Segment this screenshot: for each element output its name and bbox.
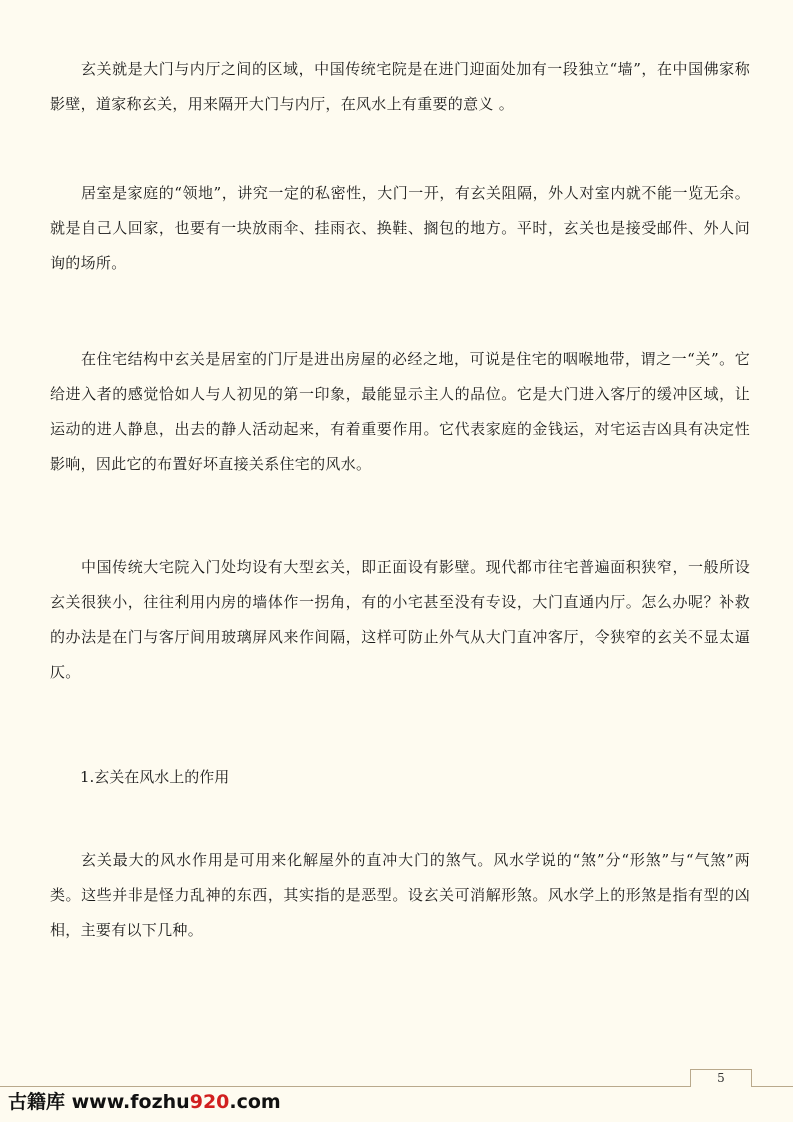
section-heading: 1.玄关在风水上的作用 bbox=[80, 768, 230, 786]
watermark-prefix: 古籍库 www.fozhu bbox=[8, 1091, 190, 1113]
page-number: 5 bbox=[690, 1069, 752, 1087]
paragraph: 中国传统大宅院入门处均设有大型玄关，即正面设有影壁。现代都市往宅普遍面积狭窄，一般所设玄关很狭小，往往利用内房的墙体作一拐角，有的小宅甚至没有专设，大门直通内厅。怎么办呢？补救的办法是在门与客厅间用玻璃屏风来作间隔，这样可防止外气从大门直冲客厅，令狭窄的玄关不显太逼仄。 bbox=[50, 558, 750, 681]
watermark-logo bbox=[8, 1089, 281, 1115]
paragraph: 玄关就是大门与内厅之间的区域，中国传统宅院是在进门迎面处加有一段独立“墙”，在中国佛家称影壁，道家称玄关，用来隔开大门与内厅，在风水上有重要的意义 。 bbox=[50, 60, 750, 113]
paragraph: 居室是家庭的“领地”，讲究一定的私密性，大门一开，有玄关阻隔，外人对室内就不能一览无余。就是自己人回家，也要有一块放雨伞、挂雨衣、换鞋、搁包的地方。平时，玄关也是接受邮件、外人问询的场所。 bbox=[50, 184, 750, 272]
watermark-number: 920 bbox=[189, 1091, 230, 1113]
paragraph: 在住宅结构中玄关是居室的门厅是进出房屋的必经之地，可说是住宅的咽喉地带，谓之一“关”。它给进入者的感觉恰如人与人初见的第一印象，最能显示主人的品位。它是大门进入客厅的缓冲区域，让运动的进人静息，出去的静人活动起来，有着重要作用。它代表家庭的金钱运，对宅运吉凶具有决定性影响，因此它的布置好坏直接关系住宅的风水。 bbox=[50, 350, 750, 473]
footer-divider bbox=[0, 1086, 793, 1087]
watermark-suffix: .com bbox=[229, 1091, 281, 1113]
paragraph: 玄关最大的风水作用是可用来化解屋外的直冲大门的煞气。风水学说的“煞”分“形煞”与“气煞”两类。这些并非是怪力乱神的东西，其实指的是恶型。设玄关可消解形煞。风水学上的形煞是指有型的凶相，主要有以下几种。 bbox=[50, 851, 750, 939]
